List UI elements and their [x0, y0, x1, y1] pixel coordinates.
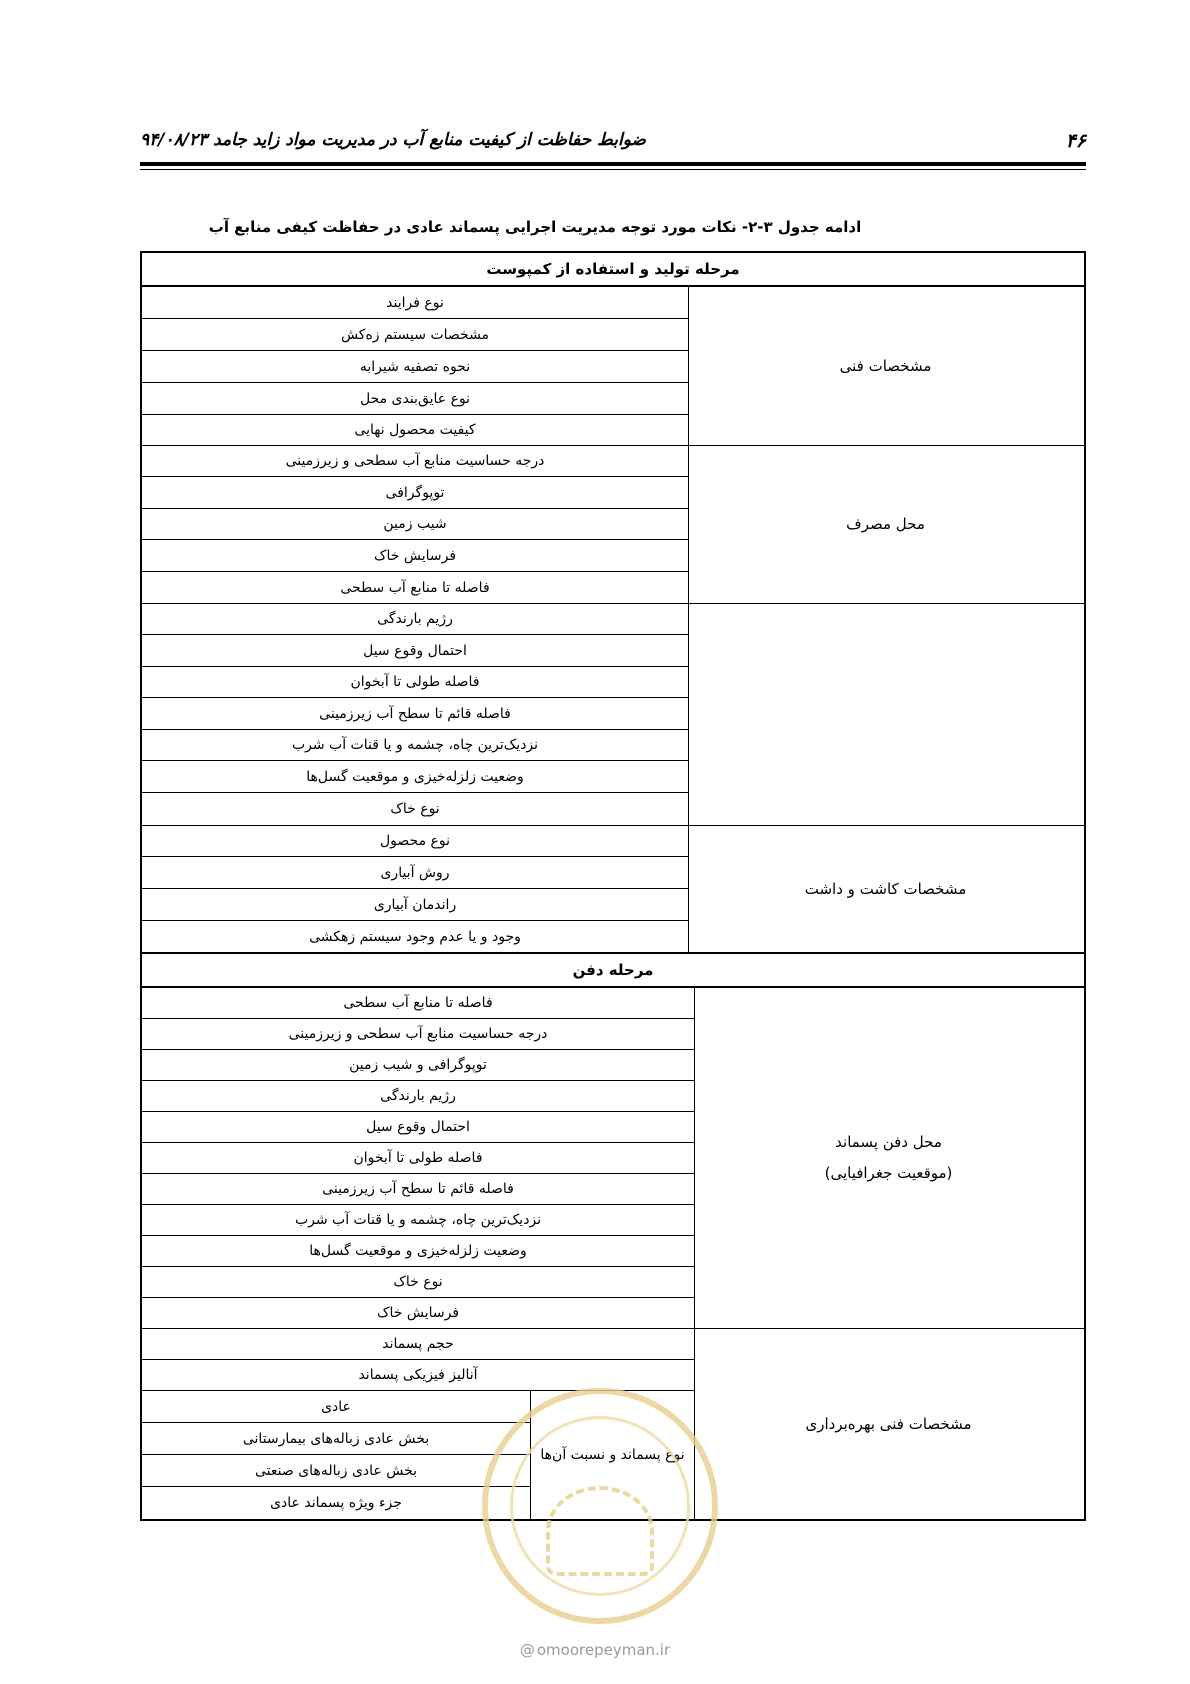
list-item: رژیم بارندگی	[142, 1081, 694, 1112]
list-item: فاصله تا منابع آب سطحی	[340, 579, 490, 596]
footer-url	[0, 1641, 1190, 1659]
list-item: فرسایش خاک	[376, 1305, 460, 1321]
list-item: توپوگرافی و شیب زمین	[142, 1050, 694, 1081]
list-item: راندمان آبیاری	[142, 889, 688, 921]
list-item: وضعیت زلزله‌خیزی و موقعیت گسل‌ها	[142, 1236, 694, 1267]
list-item: درجه حساسیت منابع آب سطحی و زیرزمینی	[142, 446, 688, 477]
page-number: ۴۶	[1065, 130, 1086, 152]
list-item: مشخصات سیستم زه‌کش	[142, 319, 688, 351]
running-title: ضوابط حفاظت از کیفیت منابع آب در مدیریت مواد زاید جامد ۹۴/۰۸/۲۳	[140, 130, 646, 150]
list-item: رژیم بارندگی	[142, 604, 688, 635]
list-item: بخش عادی زباله‌های صنعتی	[142, 1455, 530, 1487]
category-technical-specs: مشخصات فنی	[839, 356, 932, 375]
footer-url-text: omoorepeyman.ir	[536, 1641, 671, 1659]
at-icon: @	[519, 1641, 535, 1659]
list-item: فاصله قائم تا سطح آب زیرزمینی	[142, 1174, 694, 1205]
list-item: وجود و یا عدم وجود سیستم زهکشی	[309, 928, 521, 945]
list-item: فاصله طولی تا آبخوان	[142, 667, 688, 698]
list-item: فرسایش خاک	[142, 540, 688, 572]
list-item: کیفیت محصول نهایی	[354, 422, 476, 438]
list-item: نوع خاک	[142, 1267, 694, 1298]
list-item: فاصله قائم تا سطح آب زیرزمینی	[142, 698, 688, 730]
list-item: نحوه تصفیه شیرابه	[142, 351, 688, 383]
category-operation-specs: مشخصات فنی بهره‌برداری	[805, 1414, 972, 1433]
header-rule-thin	[140, 169, 1086, 170]
section-title-compost: مرحله تولید و استفاده از کمپوست	[486, 260, 740, 278]
list-item: حجم پسماند	[142, 1329, 694, 1360]
list-item: فاصله طولی تا آبخوان	[142, 1143, 694, 1174]
list-item: نوع عایق‌بندی محل	[142, 383, 688, 415]
category-application-site: محل مصرف	[846, 515, 925, 533]
list-item: شیب زمین	[142, 509, 688, 540]
list-item: آنالیز فیزیکی پسماند	[142, 1360, 694, 1391]
table-caption: ادامه جدول ۳-۲- نکات مورد توجه مدیریت اجرایی پسماند عادی در حفاظت کیفی منابع آب	[208, 218, 862, 236]
list-item: بخش عادی زباله‌های بیمارستانی	[142, 1423, 530, 1455]
category-landfill-site-line1: محل دفن پسماند	[835, 1133, 942, 1151]
section-title-burial: مرحله دفن	[572, 961, 654, 979]
list-item: احتمال وقوع سیل	[142, 1112, 694, 1143]
header-rule-thick	[140, 162, 1086, 166]
category-cultivation-specs: مشخصات کاشت و داشت	[804, 879, 967, 898]
list-item: نوع محصول	[142, 826, 688, 857]
list-item: توپوگرافی	[142, 477, 688, 509]
requirements-table	[140, 251, 1086, 1521]
list-item: نوع فرایند	[142, 287, 688, 319]
list-item: فاصله تا منابع آب سطحی	[142, 988, 694, 1019]
category-landfill-site-line2: (موقعیت جغرافیایی)	[824, 1164, 953, 1182]
category-landfill-site	[693, 988, 1084, 1328]
page-header	[140, 128, 1086, 158]
list-item: نوع خاک	[390, 801, 440, 817]
subcategory-waste-type: نوع پسماند و نسبت آن‌ها	[540, 1447, 685, 1463]
list-item: وضعیت زلزله‌خیزی و موقعیت گسل‌ها	[142, 761, 688, 793]
list-item: عادی	[142, 1391, 530, 1423]
list-item: نزدیک‌ترین چاه، چشمه و یا قنات آب شرب	[142, 1205, 694, 1236]
list-item: احتمال وقوع سیل	[142, 635, 688, 667]
list-item: نزدیک‌ترین چاه، چشمه و یا قنات آب شرب	[142, 730, 688, 761]
list-item: روش آبیاری	[142, 857, 688, 889]
category-unlabeled	[687, 604, 1084, 825]
list-item: درجه حساسیت منابع آب سطحی و زیرزمینی	[142, 1019, 694, 1050]
list-item: جزء ویژه پسماند عادی	[270, 1495, 402, 1511]
